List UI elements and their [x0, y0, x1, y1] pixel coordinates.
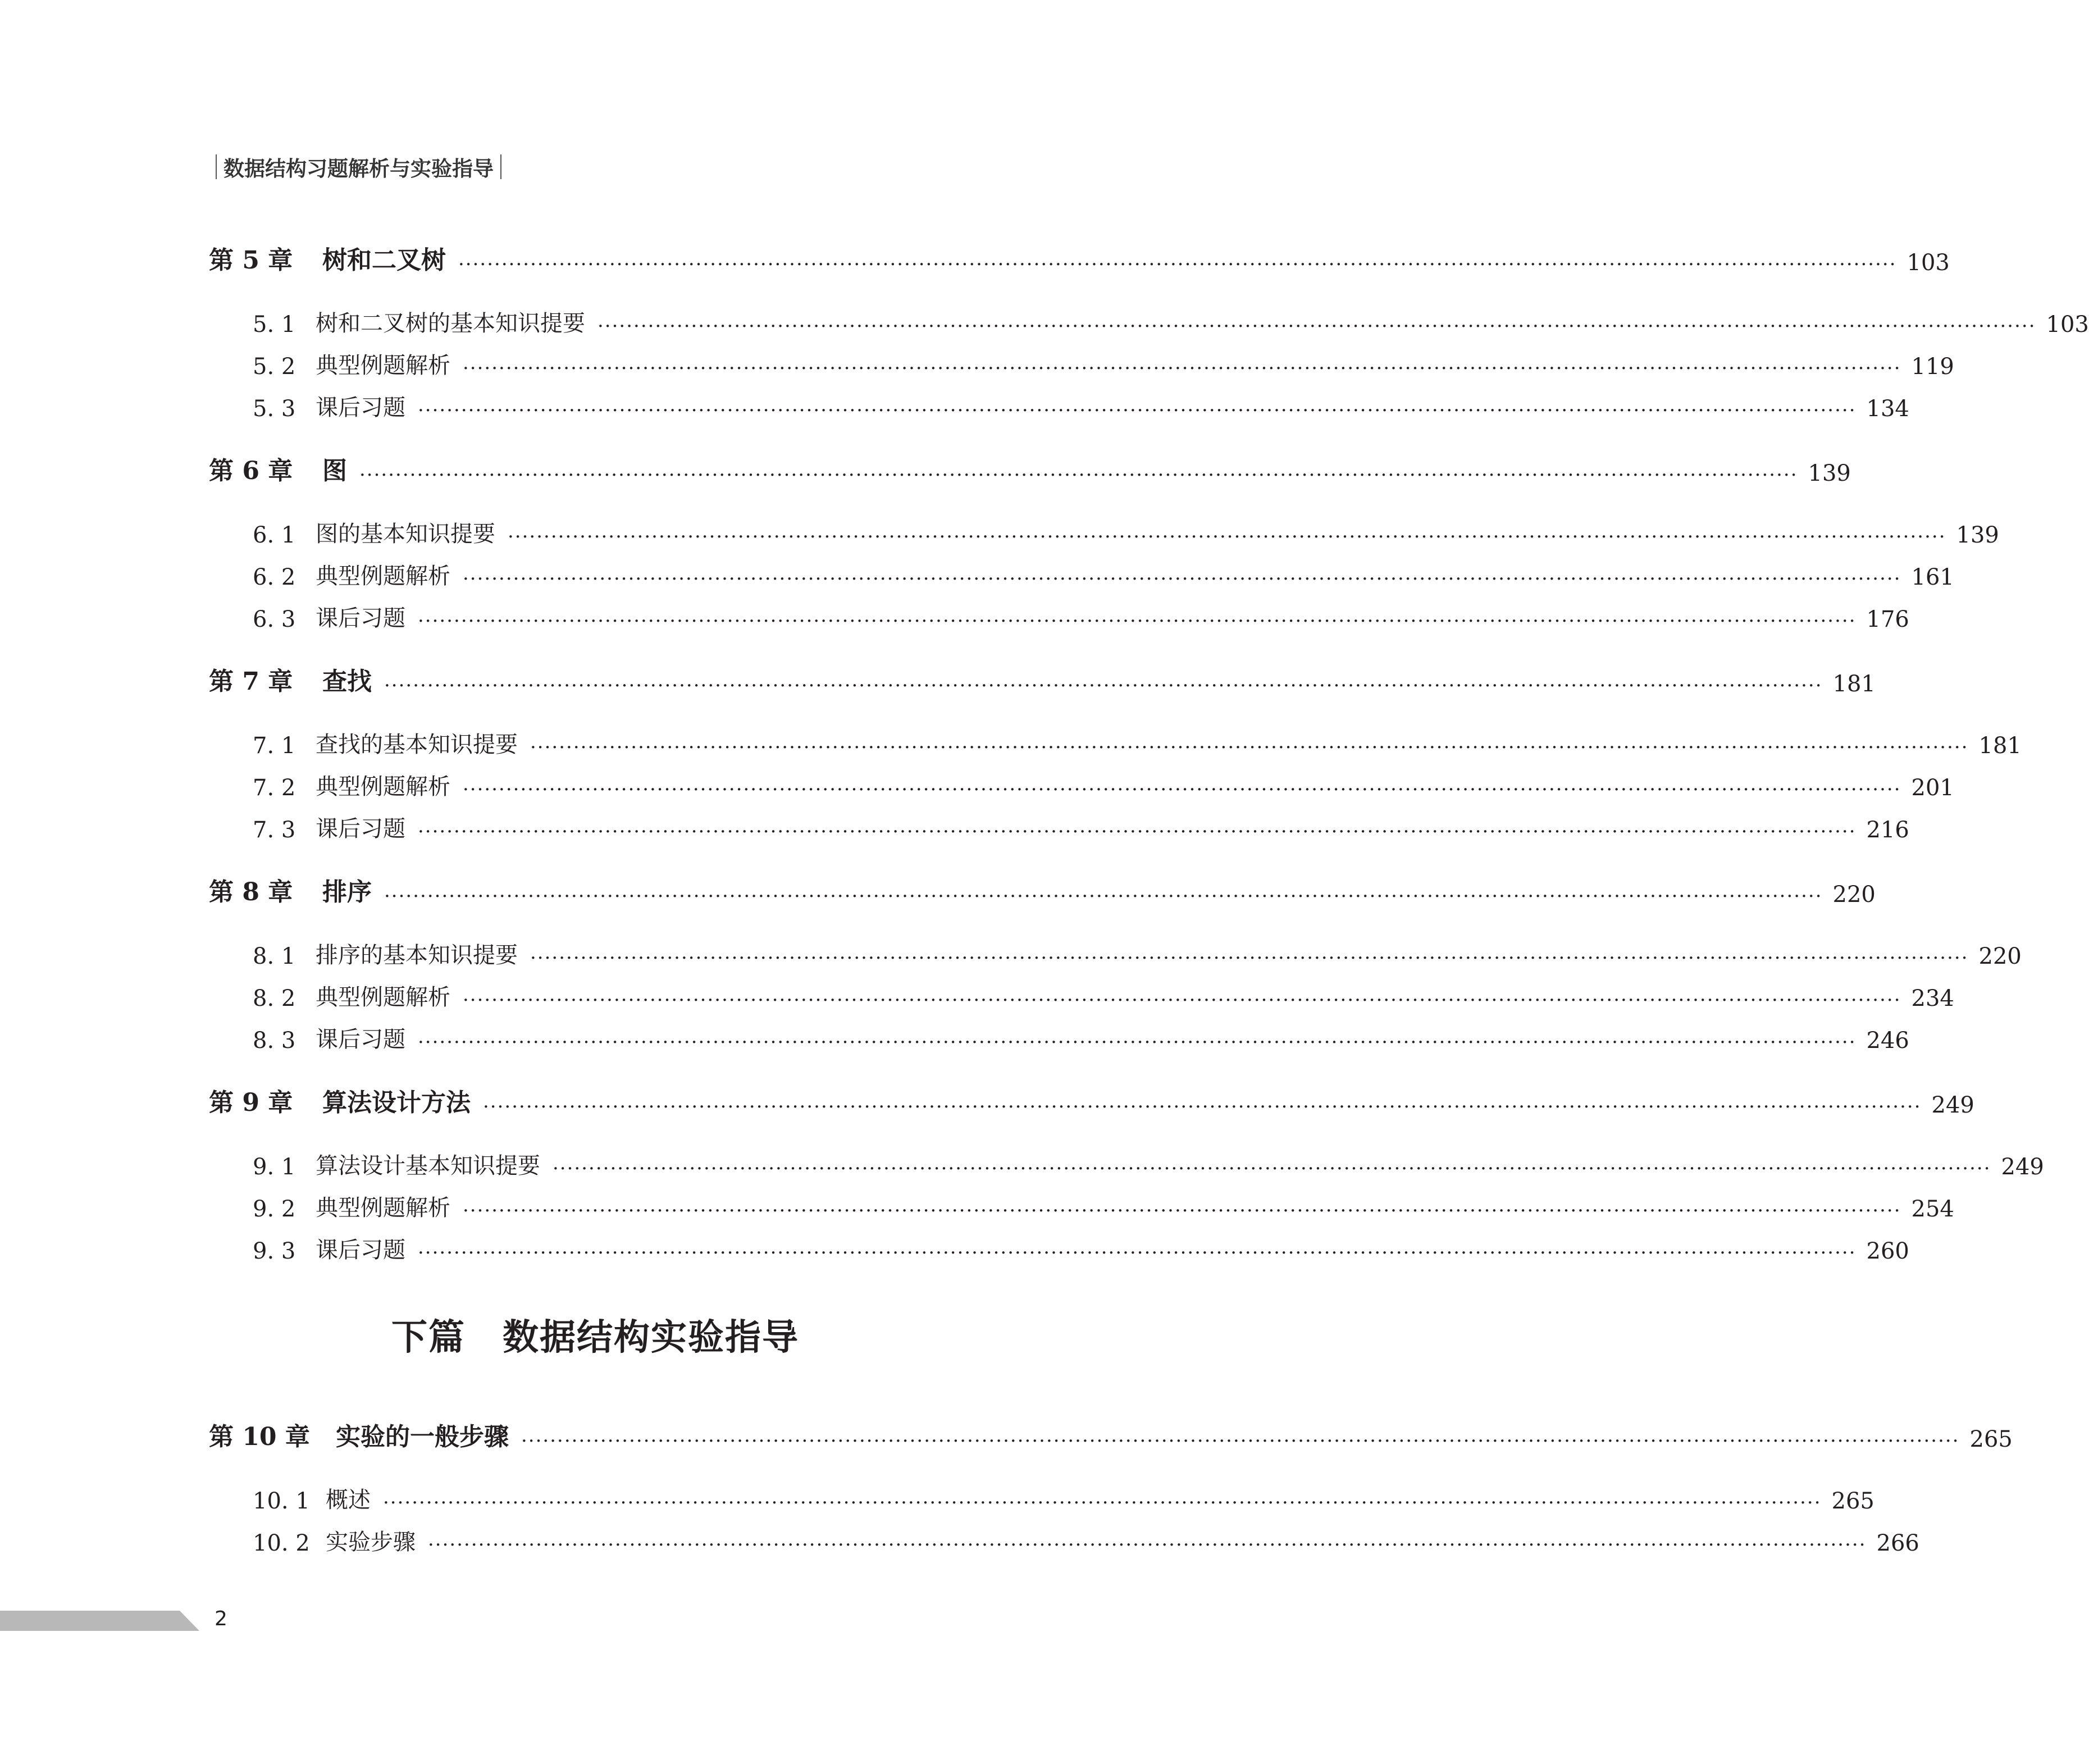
toc-entry-title: 树和二叉树: [322, 246, 446, 275]
toc-leader-dots: ········································································································································································································: [418, 610, 1857, 632]
toc-section-entry[interactable]: [253, 385, 1909, 422]
toc-leader-dots: ········································································································································································································: [418, 1242, 1857, 1264]
toc-leader-dots: ········································································································································································································: [463, 989, 1901, 1011]
toc-section-entry[interactable]: [253, 1227, 1909, 1264]
toc-entry-title: 查找的基本知识提要: [316, 732, 518, 758]
toc-leader-dots: ········································································································································································································: [508, 526, 1946, 548]
toc-entry-title: 课后习题: [316, 605, 405, 631]
header-title: 数据结构习题解析与实验指导: [224, 157, 494, 181]
toc-leader-dots: ········································································································································································································: [483, 1096, 1922, 1118]
toc-section-entry[interactable]: [253, 806, 1909, 843]
toc-section-entry[interactable]: [253, 1519, 1919, 1556]
toc-section-entry[interactable]: [253, 1143, 2044, 1180]
toc-leader-dots: ········································································································································································································: [463, 778, 1901, 801]
toc-entry-title: 树和二叉树的基本知识提要: [316, 311, 585, 336]
toc-entry-number: 第 9 章: [209, 1088, 293, 1117]
toc-entry-title: 概述: [326, 1487, 371, 1513]
toc-entry-page: 266: [1876, 1530, 1919, 1556]
toc-section-entry[interactable]: [253, 343, 1954, 380]
toc-section-entry[interactable]: [253, 722, 2022, 759]
toc-entry-page: 103: [2046, 312, 2089, 338]
toc-entry-page: 249: [2001, 1154, 2044, 1180]
toc-leader-dots: ········································································································································································································: [383, 1492, 1822, 1514]
toc-entry-number: 6. 2: [253, 564, 296, 590]
toc-entry-page: 234: [1911, 986, 1954, 1011]
toc-entry-page: 176: [1866, 607, 1909, 632]
toc-leader-dots: ········································································································································································································: [428, 1534, 1867, 1556]
toc-section-entry[interactable]: [253, 553, 1954, 590]
toc-entry-number: 6. 1: [253, 522, 296, 548]
toc-entry-page: 139: [1956, 522, 1999, 548]
toc-entry-number: 5. 1: [253, 312, 296, 338]
toc-leader-dots: ········································································································································································································: [553, 1157, 1991, 1180]
toc-leader-dots: ········································································································································································································: [359, 464, 1798, 486]
toc-chapter-entry[interactable]: [209, 449, 1851, 486]
toc-entry-number: 10. 2: [253, 1530, 310, 1556]
toc-leader-dots: ········································································································································································································: [597, 315, 2036, 338]
toc-entry-number: 第 7 章: [209, 667, 293, 696]
toc-leader-dots: ········································································································································································································: [418, 399, 1857, 422]
toc-entry-number: 8. 3: [253, 1028, 296, 1054]
toc-section-entry[interactable]: [253, 595, 1909, 632]
toc-leader-dots: ········································································································································································································: [418, 1031, 1857, 1054]
toc-entry-title: 实验步骤: [326, 1529, 416, 1555]
toc-section-entry[interactable]: [253, 300, 2089, 338]
toc-entry-number: 7. 3: [253, 817, 296, 843]
toc-chapter-entry[interactable]: [209, 239, 1950, 276]
toc-entry-title: 查找: [322, 667, 372, 696]
toc-entry-title: 典型例题解析: [316, 774, 450, 800]
toc-chapter-entry[interactable]: [209, 870, 1876, 908]
toc-entry-page: 265: [1831, 1488, 1874, 1514]
page-number: 2: [215, 1607, 227, 1630]
toc-chapter-entry[interactable]: [209, 660, 1876, 697]
toc-entry-number: 第 10 章: [209, 1423, 310, 1451]
footer-bar: [0, 1611, 199, 1631]
toc-entry-page: 181: [1978, 733, 2022, 759]
toc-entry-title: 典型例题解析: [316, 353, 450, 379]
part-title: [0, 1309, 1056, 1360]
toc-entry-number: 7. 2: [253, 775, 296, 801]
toc-entry-title: 图的基本知识提要: [316, 521, 495, 547]
toc-leader-dots: ········································································································································································································: [458, 253, 1897, 276]
toc-entry-page: 181: [1832, 671, 1876, 697]
toc-leader-dots: ········································································································································································································: [463, 1200, 1901, 1222]
toc-entry-page: 249: [1931, 1092, 1974, 1118]
toc-section-entry[interactable]: [253, 511, 1999, 548]
toc-section-entry[interactable]: [253, 1185, 1954, 1222]
toc-leader-dots: ········································································································································································································: [384, 885, 1823, 908]
toc-entry-page: 220: [1832, 882, 1876, 908]
toc-leader-dots: ········································································································································································································: [530, 736, 1969, 759]
toc-entry-title: 课后习题: [316, 395, 405, 421]
toc-entry-page: 216: [1866, 817, 1909, 843]
toc-entry-number: 7. 1: [253, 733, 296, 759]
toc-entry-number: 第 8 章: [209, 878, 293, 906]
toc-entry-page: 119: [1911, 354, 1954, 380]
toc-entry-title: 排序的基本知识提要: [316, 942, 518, 968]
toc-section-entry[interactable]: [253, 764, 1954, 801]
toc-leader-dots: ········································································································································································································: [463, 357, 1901, 380]
toc-entry-title: 典型例题解析: [316, 563, 450, 589]
toc-entry-number: 9. 2: [253, 1196, 296, 1222]
toc-entry-number: 8. 2: [253, 986, 296, 1011]
toc-entry-number: 9. 1: [253, 1154, 296, 1180]
toc-entry-title: 排序: [322, 878, 372, 906]
toc-entry-title: 课后习题: [316, 1237, 405, 1263]
toc-leader-dots: ········································································································································································································: [418, 821, 1857, 843]
toc-leader-dots: ········································································································································································································: [521, 1430, 1960, 1452]
toc-entry-number: 9. 3: [253, 1238, 296, 1264]
toc-section-entry[interactable]: [253, 1477, 1874, 1514]
toc-entry-number: 8. 1: [253, 943, 296, 969]
toc-entry-number: 5. 2: [253, 354, 296, 380]
toc-entry-page: 134: [1866, 396, 1909, 422]
toc-entry-number: 第 5 章: [209, 246, 293, 275]
part-title-text: 下篇 数据结构实验指导: [391, 1316, 799, 1359]
toc-entry-page: 103: [1906, 250, 1950, 276]
toc-chapter-entry[interactable]: [209, 1081, 1974, 1118]
toc-chapter-entry[interactable]: [209, 1415, 2013, 1452]
toc-entry-title: 实验的一般步骤: [336, 1423, 509, 1451]
toc-entry-title: 算法设计基本知识提要: [316, 1153, 540, 1179]
toc-leader-dots: ········································································································································································································: [530, 947, 1969, 969]
toc-section-entry[interactable]: [253, 932, 2022, 969]
toc-entry-title: 课后习题: [316, 1027, 405, 1052]
toc-entry-page: 260: [1866, 1238, 1909, 1264]
toc-entry-number: 5. 3: [253, 396, 296, 422]
toc-entry-page: 161: [1911, 564, 1954, 590]
toc-entry-page: 220: [1978, 943, 2022, 969]
toc-entry-title: 典型例题解析: [316, 984, 450, 1010]
toc-section-entry[interactable]: [253, 1017, 1909, 1054]
toc-entry-page: 246: [1866, 1028, 1909, 1054]
toc-entry-number: 10. 1: [253, 1488, 310, 1514]
toc-entry-number: 第 6 章: [209, 457, 293, 485]
toc-entry-page: 201: [1911, 775, 1954, 801]
toc-entry-page: 265: [1969, 1426, 2013, 1452]
toc-leader-dots: ········································································································································································································: [384, 674, 1823, 697]
toc-entry-title: 典型例题解析: [316, 1195, 450, 1221]
toc-entry-page: 254: [1911, 1196, 1954, 1222]
toc-section-entry[interactable]: [253, 974, 1954, 1011]
toc-leader-dots: ········································································································································································································: [463, 568, 1901, 590]
toc-entry-title: 算法设计方法: [322, 1088, 471, 1117]
toc-entry-page: 139: [1808, 461, 1851, 486]
toc-entry-title: 图: [322, 457, 347, 485]
toc-entry-number: 6. 3: [253, 607, 296, 632]
toc-entry-title: 课后习题: [316, 816, 405, 842]
